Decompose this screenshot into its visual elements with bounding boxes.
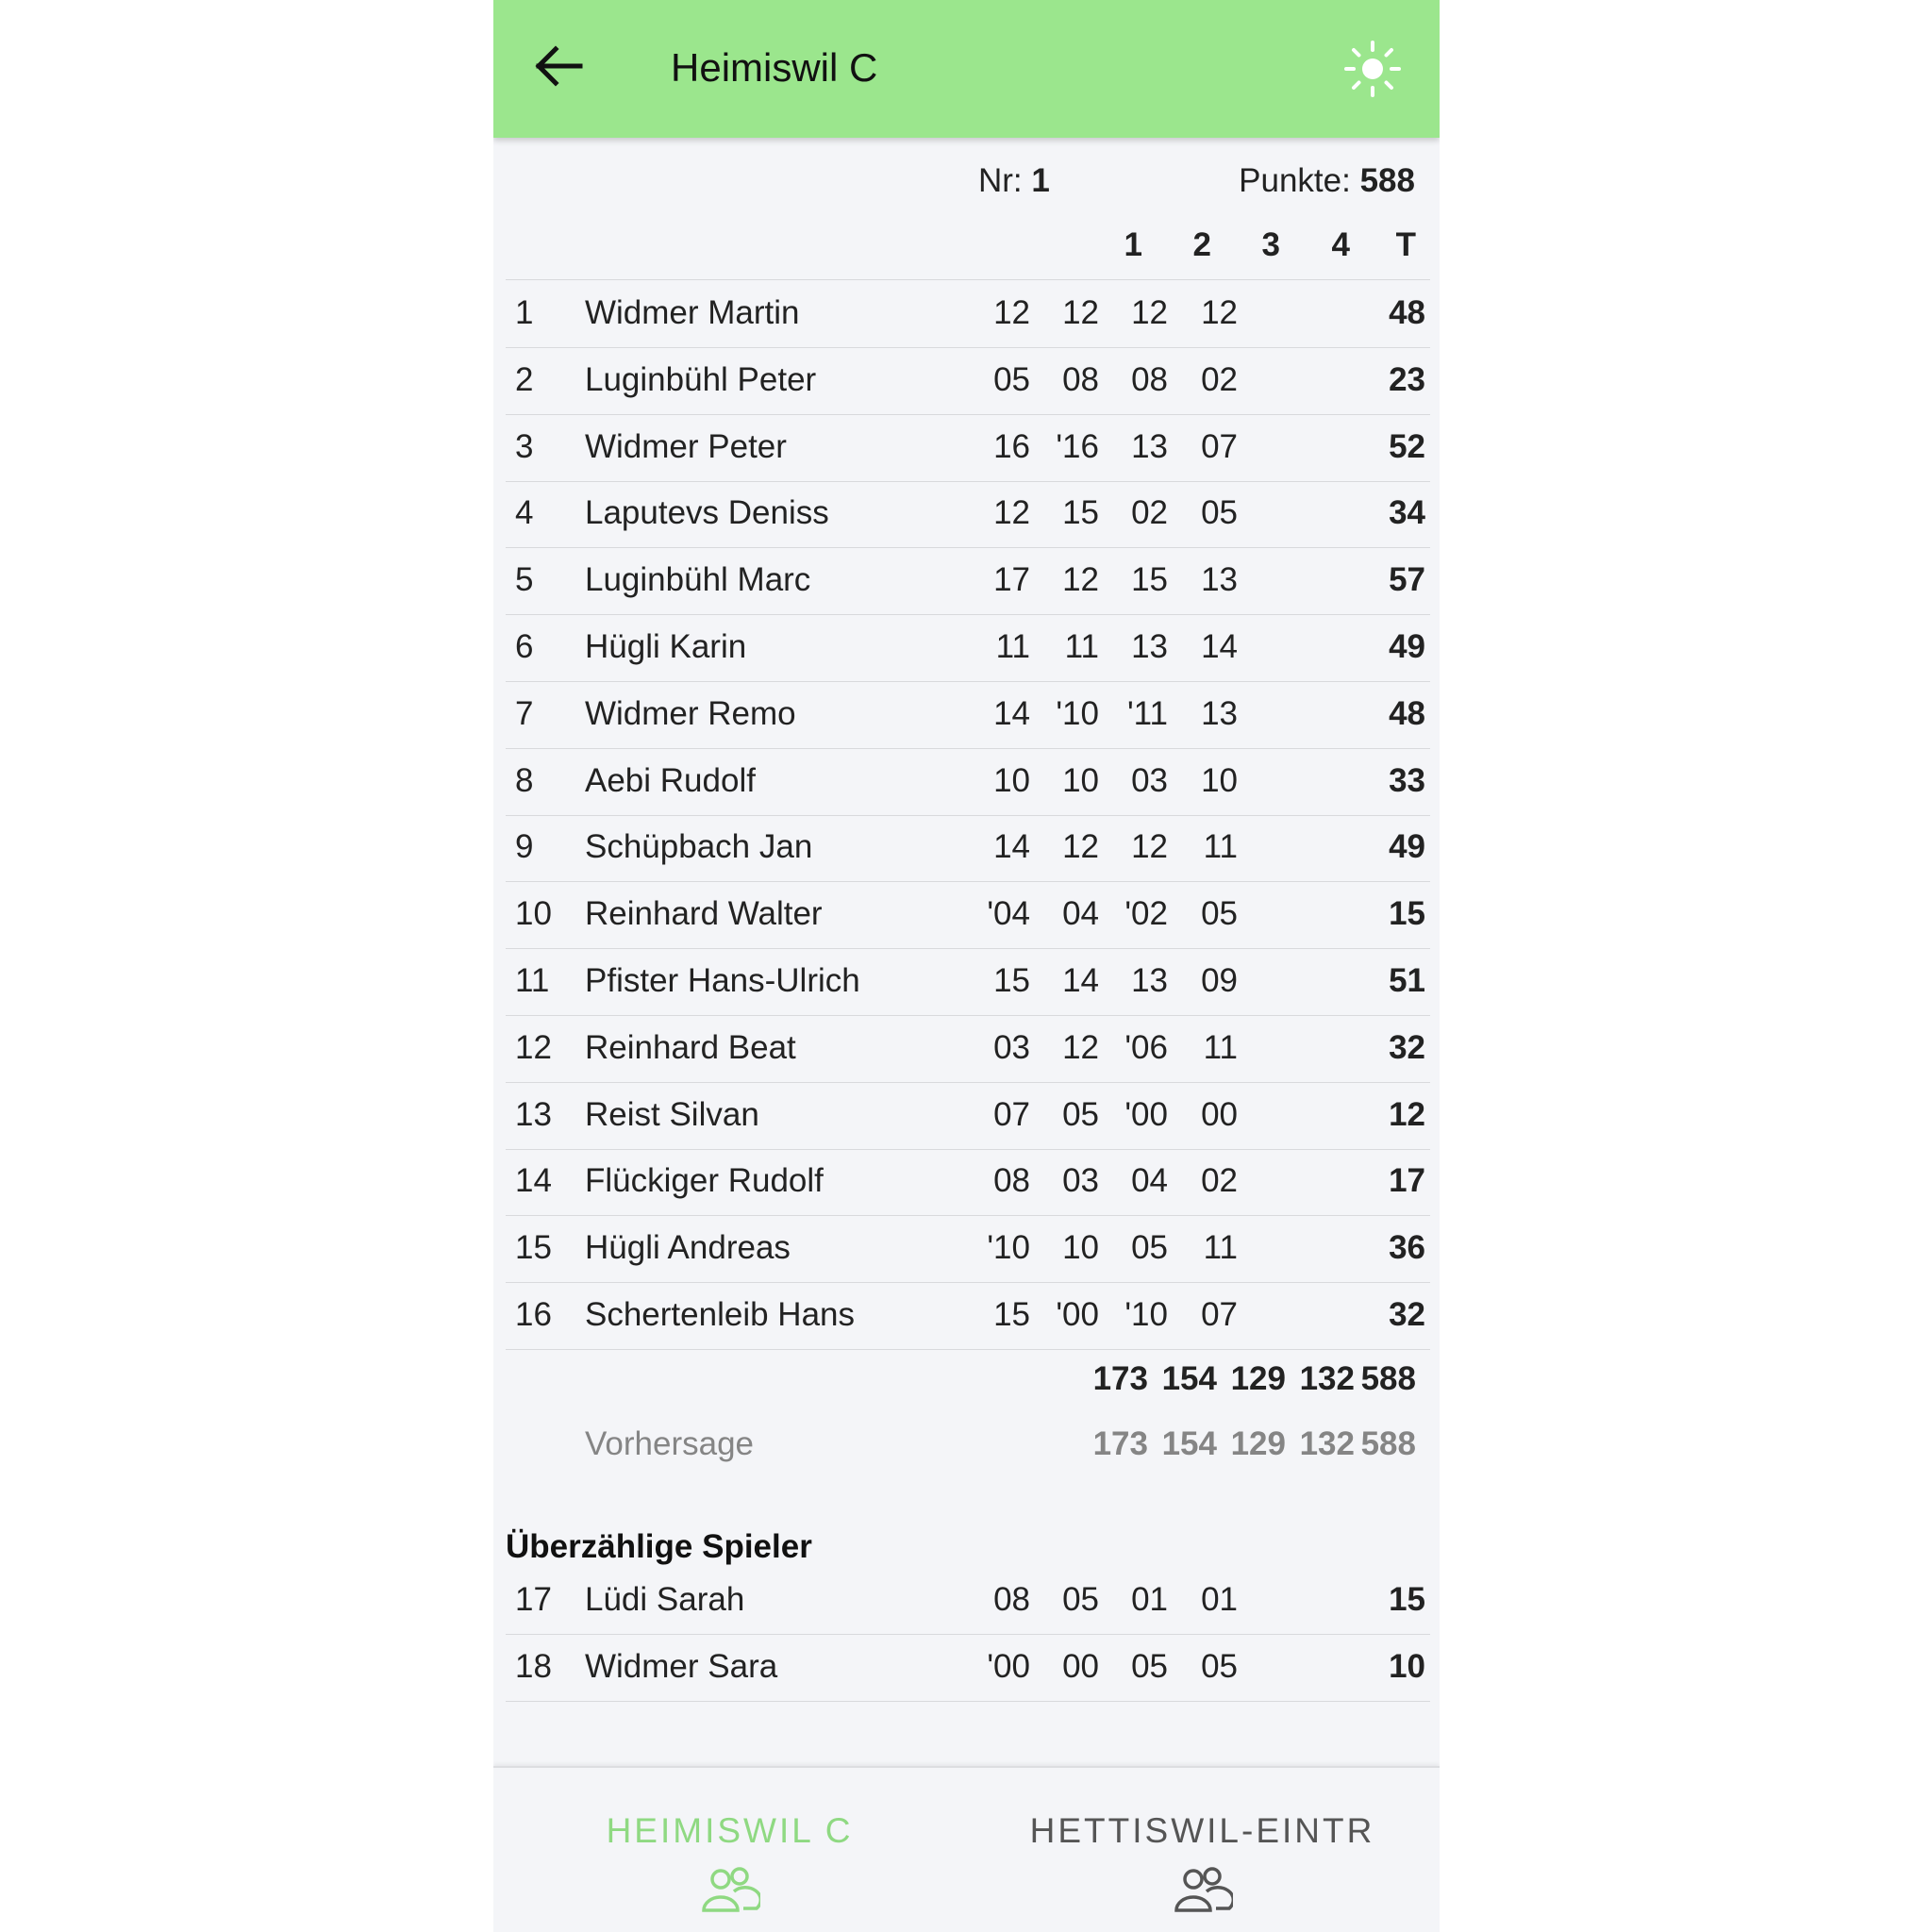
score-col-2: 08 (1062, 360, 1099, 398)
player-number: 5 (515, 561, 534, 599)
table-row[interactable] (506, 281, 1430, 348)
table-row[interactable] (506, 749, 1430, 816)
player-total: 48 (1389, 294, 1425, 331)
score-col-2: 15 (1062, 494, 1099, 532)
people-icon (700, 1866, 760, 1915)
total-col-3: 129 (1230, 1360, 1286, 1397)
score-col-1: 15 (993, 1296, 1030, 1333)
total-sum: 588 (1360, 1360, 1416, 1397)
table-row[interactable] (506, 949, 1430, 1016)
table-row[interactable] (506, 481, 1430, 548)
score-col-4: 07 (1201, 427, 1238, 465)
back-button[interactable] (531, 42, 586, 90)
player-name: Widmer Remo (585, 694, 796, 732)
total-col-1: 173 (1092, 1360, 1148, 1397)
player-number: 2 (515, 360, 534, 398)
app-bar (493, 0, 1440, 138)
player-name: Widmer Martin (585, 294, 800, 331)
score-col-3: '10 (1124, 1296, 1168, 1333)
score-col-2: 14 (1062, 962, 1099, 999)
score-col-3: '06 (1124, 1028, 1168, 1066)
player-name: Reist Silvan (585, 1095, 759, 1133)
score-col-3: '02 (1124, 895, 1168, 933)
table-row[interactable] (506, 548, 1430, 615)
tab-label: HEIMISWIL C (606, 1811, 854, 1850)
score-col-3: '11 (1126, 694, 1168, 732)
score-col-2: 04 (1062, 895, 1099, 933)
table-row[interactable] (506, 1216, 1430, 1283)
player-name: Flückiger Rudolf (585, 1162, 824, 1200)
player-name: Aebi Rudolf (585, 761, 756, 799)
player-total: 10 (1389, 1647, 1425, 1685)
table-row[interactable] (506, 415, 1430, 482)
score-col-2: 03 (1062, 1162, 1099, 1200)
score-col-1: 12 (993, 294, 1030, 331)
player-total: 33 (1389, 761, 1425, 799)
player-total: 52 (1389, 427, 1425, 465)
player-total: 48 (1389, 694, 1425, 732)
score-col-3: 08 (1131, 360, 1168, 398)
table-row[interactable] (506, 348, 1430, 415)
sun-icon (1343, 40, 1402, 98)
theme-toggle-button[interactable] (1343, 40, 1402, 98)
player-number: 12 (515, 1028, 552, 1066)
team-number (978, 162, 1050, 200)
score-col-4: 10 (1201, 761, 1238, 799)
score-col-2: 10 (1062, 1229, 1099, 1267)
extra-players-heading: Überzählige Spieler (506, 1528, 812, 1565)
score-col-2: 12 (1062, 561, 1099, 599)
table-row[interactable] (506, 1635, 1430, 1702)
score-col-3: 12 (1131, 828, 1168, 866)
tab-label: HETTISWIL-EINTR (1029, 1811, 1375, 1850)
score-col-1: 07 (993, 1095, 1030, 1133)
player-name: Schertenleib Hans (585, 1296, 855, 1333)
score-col-4: 13 (1201, 561, 1238, 599)
prediction-row (506, 1416, 1430, 1473)
score-col-1: '04 (987, 895, 1030, 933)
score-col-3: 15 (1131, 561, 1168, 599)
table-row[interactable] (506, 1283, 1430, 1350)
score-col-3: 13 (1131, 962, 1168, 999)
table-row[interactable] (506, 1083, 1430, 1150)
player-number: 18 (515, 1647, 552, 1685)
score-col-3: 03 (1131, 761, 1168, 799)
arrow-left-icon (531, 42, 586, 90)
player-number: 9 (515, 828, 534, 866)
score-col-4: 11 (1203, 1028, 1238, 1066)
totals-row (506, 1351, 1430, 1407)
score-col-1: 11 (995, 628, 1030, 665)
player-name: Schüpbach Jan (585, 828, 813, 866)
player-total: 57 (1389, 561, 1425, 599)
score-col-4: 11 (1203, 828, 1238, 866)
player-name: Reinhard Beat (585, 1028, 796, 1066)
score-col-2: '00 (1056, 1296, 1099, 1333)
player-name: Reinhard Walter (585, 895, 823, 933)
table-row[interactable] (506, 615, 1430, 682)
player-total: 15 (1389, 895, 1425, 933)
player-name: Widmer Peter (585, 427, 787, 465)
player-number: 7 (515, 694, 534, 732)
score-col-2: 11 (1064, 628, 1099, 665)
score-col-3: 05 (1131, 1647, 1168, 1685)
player-number: 1 (515, 294, 534, 331)
score-col-3: 12 (1131, 294, 1168, 331)
table-row[interactable] (506, 682, 1430, 749)
player-number: 8 (515, 761, 534, 799)
player-total: 23 (1389, 360, 1425, 398)
score-col-1: 14 (993, 694, 1030, 732)
player-number: 17 (515, 1581, 552, 1618)
score-col-2: 12 (1062, 828, 1099, 866)
player-name: Widmer Sara (585, 1647, 778, 1685)
player-number: 15 (515, 1229, 552, 1267)
table-row[interactable] (506, 1016, 1430, 1083)
prediction-col-2: 154 (1161, 1425, 1217, 1462)
score-col-1: 15 (993, 962, 1030, 999)
player-number: 6 (515, 628, 534, 665)
score-col-4: 13 (1201, 694, 1238, 732)
score-col-3: 13 (1131, 427, 1168, 465)
player-number: 3 (515, 427, 534, 465)
player-number: 13 (515, 1095, 552, 1133)
score-col-4: 02 (1201, 360, 1238, 398)
page-title: Heimiswil C (671, 45, 878, 90)
player-total: 49 (1389, 828, 1425, 866)
score-col-1: 05 (993, 360, 1030, 398)
score-col-4: 05 (1201, 895, 1238, 933)
score-col-2: '16 (1056, 427, 1099, 465)
nr-label: Nr: (978, 162, 1023, 199)
score-col-1: 08 (993, 1162, 1030, 1200)
total-col-2: 154 (1161, 1360, 1217, 1397)
score-col-2: '10 (1056, 694, 1099, 732)
prediction-label: Vorhersage (585, 1425, 755, 1462)
player-total: 17 (1389, 1162, 1425, 1200)
player-total: 51 (1389, 962, 1425, 999)
score-col-4: 11 (1203, 1229, 1238, 1267)
player-number: 11 (515, 962, 550, 999)
score-col-3: 01 (1131, 1581, 1168, 1618)
player-name: Pfister Hans-Ulrich (585, 962, 860, 999)
prediction-col-1: 173 (1092, 1425, 1148, 1462)
score-col-2: 10 (1062, 761, 1099, 799)
score-col-2: 12 (1062, 294, 1099, 331)
score-col-3: 05 (1131, 1229, 1168, 1267)
player-name: Luginbühl Marc (585, 561, 811, 599)
column-header-1: 1 (1124, 226, 1142, 263)
score-col-1: 14 (993, 828, 1030, 866)
table-row[interactable] (506, 815, 1430, 882)
score-col-4: 05 (1201, 1647, 1238, 1685)
score-col-1: 16 (993, 427, 1030, 465)
punkte-value: 588 (1359, 162, 1415, 199)
player-name: Luginbühl Peter (585, 360, 817, 398)
score-col-2: 00 (1062, 1647, 1099, 1685)
player-number: 4 (515, 494, 534, 532)
score-col-1: 10 (993, 761, 1030, 799)
player-total: 12 (1389, 1095, 1425, 1133)
table-row[interactable] (506, 882, 1430, 949)
score-col-3: '00 (1124, 1095, 1168, 1133)
column-header-2: 2 (1192, 226, 1211, 263)
score-col-1: 12 (993, 494, 1030, 532)
score-col-2: 05 (1062, 1581, 1099, 1618)
app-screen (493, 0, 1440, 1932)
player-name: Lüdi Sarah (585, 1581, 745, 1618)
score-col-1: '10 (987, 1229, 1030, 1267)
score-col-4: 00 (1201, 1095, 1238, 1133)
score-col-1: '00 (987, 1647, 1030, 1685)
player-total: 36 (1389, 1229, 1425, 1267)
prediction-col-3: 129 (1230, 1425, 1286, 1462)
player-number: 10 (515, 895, 552, 933)
header-divider (506, 279, 1430, 280)
table-row[interactable] (506, 1568, 1430, 1635)
score-col-4: 14 (1201, 628, 1238, 665)
total-col-4: 132 (1299, 1360, 1355, 1397)
prediction-sum: 588 (1360, 1425, 1416, 1462)
score-col-2: 05 (1062, 1095, 1099, 1133)
people-icon (1173, 1866, 1233, 1915)
score-col-1: 08 (993, 1581, 1030, 1618)
column-header-total: T (1395, 226, 1416, 263)
bottom-navigation (493, 1766, 1440, 1932)
column-header-3: 3 (1261, 226, 1280, 263)
score-col-1: 17 (993, 561, 1030, 599)
player-total: 32 (1389, 1028, 1425, 1066)
nr-value: 1 (1031, 162, 1050, 199)
player-total: 49 (1389, 628, 1425, 665)
table-row[interactable] (506, 1149, 1430, 1216)
punkte-label: Punkte: (1239, 162, 1351, 199)
score-col-3: 02 (1131, 494, 1168, 532)
column-header-4: 4 (1331, 226, 1350, 263)
score-col-1: 03 (993, 1028, 1030, 1066)
score-col-3: 04 (1131, 1162, 1168, 1200)
player-total: 34 (1389, 494, 1425, 532)
player-name: Hügli Karin (585, 628, 747, 665)
player-total: 15 (1389, 1581, 1425, 1618)
prediction-col-4: 132 (1299, 1425, 1355, 1462)
team-points (1239, 162, 1415, 200)
score-col-4: 01 (1201, 1581, 1238, 1618)
tab-hettiswil-eintr[interactable] (966, 1768, 1439, 1932)
player-number: 16 (515, 1296, 552, 1333)
tab-heimiswil-c[interactable] (493, 1768, 966, 1932)
player-name: Laputevs Deniss (585, 494, 829, 532)
score-col-4: 02 (1201, 1162, 1238, 1200)
score-col-4: 05 (1201, 494, 1238, 532)
score-col-2: 12 (1062, 1028, 1099, 1066)
score-col-4: 07 (1201, 1296, 1238, 1333)
player-number: 14 (515, 1162, 552, 1200)
player-total: 32 (1389, 1296, 1425, 1333)
player-name: Hügli Andreas (585, 1229, 791, 1267)
score-col-4: 09 (1201, 962, 1238, 999)
score-col-4: 12 (1201, 294, 1238, 331)
score-col-3: 13 (1131, 628, 1168, 665)
